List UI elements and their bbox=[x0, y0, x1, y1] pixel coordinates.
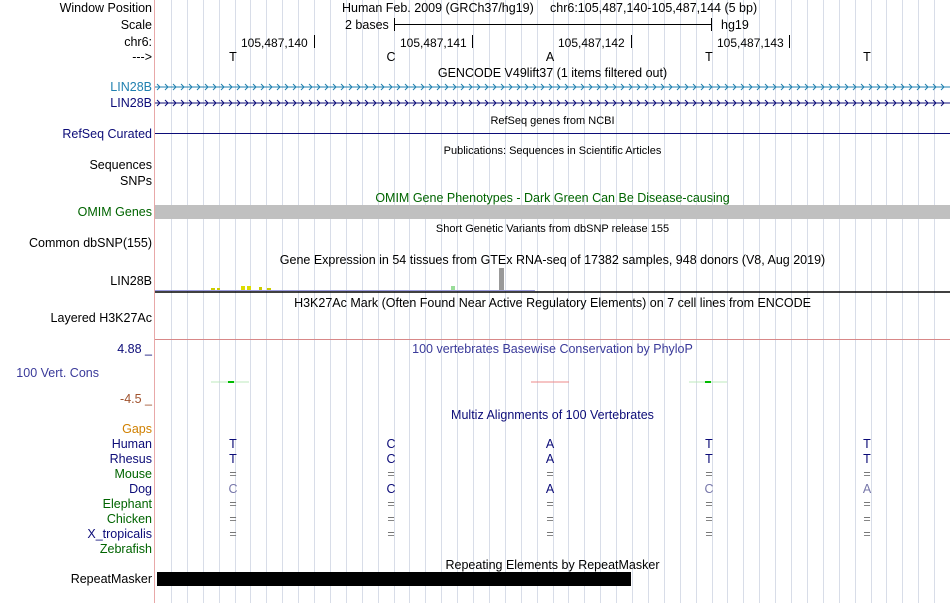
species-label-elephant: Elephant bbox=[102, 497, 152, 511]
alignment-base: C bbox=[228, 482, 238, 496]
sequence-base: T bbox=[863, 50, 871, 64]
window-coordinates: chr6:105,487,140-105,487,144 (5 bp) bbox=[550, 1, 758, 15]
scale-bar bbox=[394, 24, 712, 25]
ruler-position: 105,487,140 bbox=[241, 36, 308, 50]
alignment-base: = bbox=[229, 497, 237, 511]
ruler-tick bbox=[314, 35, 315, 48]
refseq-track-label[interactable]: RefSeq Curated bbox=[62, 127, 152, 141]
alignment-base: = bbox=[229, 527, 237, 541]
dbsnp-track-label[interactable]: Common dbSNP(155) bbox=[29, 236, 152, 250]
gtex-expression-bars[interactable] bbox=[155, 266, 950, 294]
publications-track-title: Publications: Sequences in Scientific Articles bbox=[443, 145, 662, 157]
species-label-chicken: Chicken bbox=[106, 512, 152, 526]
repeatmasker-track-title: Repeating Elements by RepeatMasker bbox=[445, 558, 660, 572]
gtex-track-label[interactable]: LIN28B bbox=[110, 274, 152, 288]
alignment-base: = bbox=[863, 527, 871, 541]
alignment-base: C bbox=[386, 482, 396, 496]
multiz-gaps-label: Gaps bbox=[122, 422, 152, 436]
alignment-base: T bbox=[863, 437, 871, 451]
alignment-base: C bbox=[386, 452, 396, 466]
scale-assembly: hg19 bbox=[721, 18, 749, 32]
alignment-base: A bbox=[545, 437, 555, 451]
species-label-mouse: Mouse bbox=[114, 467, 152, 481]
omim-track-title: OMIM Gene Phenotypes - Dark Green Can Be Disease-causing bbox=[375, 191, 730, 205]
species-label-zebrafish: Zebrafish bbox=[99, 542, 152, 556]
repeatmasker-track-label[interactable]: RepeatMasker bbox=[70, 572, 152, 586]
ruler-tick bbox=[789, 35, 790, 48]
phylop-min-label: -4.5 _ bbox=[120, 392, 152, 406]
alignment-base: T bbox=[229, 437, 237, 451]
ruler-tick bbox=[631, 35, 632, 48]
alignment-base: = bbox=[387, 512, 395, 526]
omim-gene-bar[interactable] bbox=[155, 205, 950, 219]
browser-data-area[interactable] bbox=[155, 0, 950, 603]
publications-snps-label[interactable]: SNPs bbox=[120, 174, 152, 188]
alignment-base: = bbox=[387, 467, 395, 481]
ruler-tick bbox=[472, 35, 473, 48]
ruler-position: 105,487,142 bbox=[558, 36, 625, 50]
assembly-name: Human Feb. 2009 (GRCh37/hg19) bbox=[342, 1, 534, 15]
alignment-base: T bbox=[705, 452, 713, 466]
strand-label: ---> bbox=[132, 50, 152, 64]
alignment-base: A bbox=[862, 482, 872, 496]
publications-sequences-label[interactable]: Sequences bbox=[89, 158, 152, 172]
dbsnp-track-title: Short Genetic Variants from dbSNP release 155 bbox=[435, 223, 670, 235]
repeatmasker-element[interactable] bbox=[157, 572, 631, 586]
h3k27ac-baseline bbox=[155, 339, 950, 340]
window-position-label: Window Position bbox=[59, 1, 152, 15]
species-label-human: Human bbox=[111, 437, 152, 451]
alignment-base: A bbox=[545, 482, 555, 496]
alignment-base: = bbox=[863, 512, 871, 526]
species-label-dog: Dog bbox=[129, 482, 152, 496]
omim-track-label[interactable]: OMIM Genes bbox=[77, 205, 152, 219]
alignment-base: = bbox=[387, 527, 395, 541]
scale-text: 2 bases bbox=[345, 18, 389, 32]
species-label-x-tropicalis: X_tropicalis bbox=[87, 527, 152, 541]
gencode-item-label[interactable]: LIN28B bbox=[110, 96, 152, 110]
alignment-base: = bbox=[229, 512, 237, 526]
alignment-base: = bbox=[387, 497, 395, 511]
gencode-track-title: GENCODE V49lift37 (1 items filtered out) bbox=[437, 66, 668, 80]
alignment-base: = bbox=[546, 467, 554, 481]
phylop-conservation-marks[interactable] bbox=[155, 376, 950, 388]
refseq-gene-line[interactable] bbox=[155, 133, 950, 134]
gencode-gene-models[interactable] bbox=[155, 80, 950, 112]
refseq-track-title: RefSeq genes from NCBI bbox=[490, 115, 615, 127]
gencode-item-label[interactable]: LIN28B bbox=[110, 80, 152, 94]
alignment-base: T bbox=[705, 437, 713, 451]
scale-bar-right-cap bbox=[711, 18, 712, 31]
h3k27ac-track-title: H3K27Ac Mark (Often Found Near Active Regulatory Elements) on 7 cell lines from ENCODE bbox=[294, 296, 811, 310]
alignment-base: A bbox=[545, 452, 555, 466]
alignment-base: = bbox=[546, 512, 554, 526]
alignment-base: = bbox=[546, 497, 554, 511]
phylop-max-label: 4.88 _ bbox=[117, 342, 152, 356]
sequence-base: T bbox=[705, 50, 713, 64]
phylop-track-title: 100 vertebrates Basewise Conservation by PhyloP bbox=[412, 342, 693, 356]
ruler-position: 105,487,143 bbox=[717, 36, 784, 50]
species-label-rhesus: Rhesus bbox=[109, 452, 152, 466]
sequence-base: T bbox=[229, 50, 237, 64]
alignment-base: = bbox=[863, 497, 871, 511]
phylop-track-label[interactable]: 100 Vert. Cons bbox=[16, 366, 99, 380]
gtex-track-title: Gene Expression in 54 tissues from GTEx RNA-seq of 17382 samples, 948 donors (V8, Aug 2019) bbox=[279, 253, 826, 267]
h3k27ac-track-label[interactable]: Layered H3K27Ac bbox=[50, 311, 152, 325]
sequence-base: A bbox=[545, 50, 555, 64]
ruler-position: 105,487,141 bbox=[400, 36, 467, 50]
alignment-base: = bbox=[705, 467, 713, 481]
alignment-base: T bbox=[229, 452, 237, 466]
chrom-label: chr6: bbox=[124, 35, 152, 49]
alignment-base: = bbox=[705, 527, 713, 541]
scale-label: Scale bbox=[120, 18, 152, 32]
alignment-base: = bbox=[863, 467, 871, 481]
alignment-base: C bbox=[704, 482, 714, 496]
alignment-base: = bbox=[705, 512, 713, 526]
track-label-column bbox=[0, 0, 154, 603]
alignment-base: C bbox=[386, 437, 396, 451]
alignment-base: = bbox=[705, 497, 713, 511]
alignment-base: T bbox=[863, 452, 871, 466]
alignment-base: = bbox=[229, 467, 237, 481]
multiz-track-title: Multiz Alignments of 100 Vertebrates bbox=[451, 408, 654, 422]
alignment-base: = bbox=[546, 527, 554, 541]
sequence-base: C bbox=[386, 50, 396, 64]
